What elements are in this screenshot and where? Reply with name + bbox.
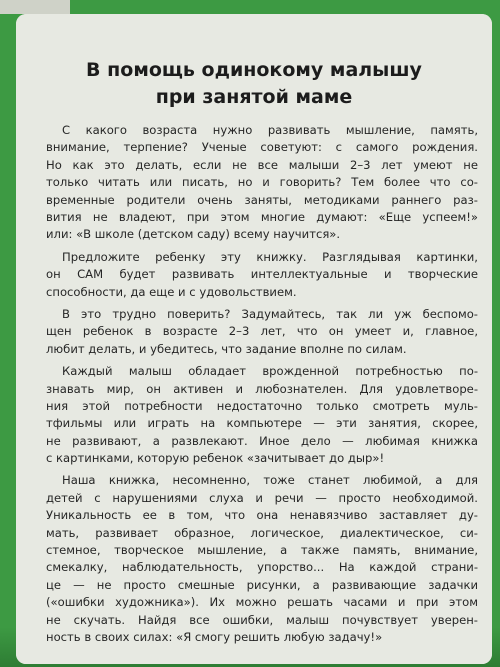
text-line: Предложите ребенку эту книжку. Разглядывая картинки, <box>62 249 478 264</box>
paragraph <box>46 363 478 467</box>
paragraph <box>46 122 478 244</box>
page-title <box>16 57 492 111</box>
text-line: ность в своих силах: «Я смогу решить любую задачу!» <box>46 630 383 644</box>
paragraph <box>46 306 478 358</box>
text-line: Уникальность ее в том, что она ненавязчиво заставляет ду- <box>46 508 478 523</box>
text-line: Наша книжка, несомненно, тоже станет любимой, а для <box>62 473 478 488</box>
paragraph <box>46 472 478 646</box>
text-line: временные родители очень заняты, методиками раннего раз- <box>46 192 478 207</box>
text-line: знавать мир, он активен и любознателен. Для удовлетворе- <box>46 381 478 396</box>
text-line: не скучать. Найдя все ошибки, малыш почувствует уверен- <box>46 612 478 627</box>
text-line: или: «В школе (детском саду) всему научится». <box>46 227 341 242</box>
text-line: детей с нарушениями слуха и речи — просто необходимой. <box>46 490 478 505</box>
title-line-2: при занятой маме <box>155 86 353 108</box>
text-line: внимание, терпение? Ученые советуют: с самого рождения. <box>46 140 478 155</box>
text-line: Но как это делать, если не все малыши 2–3 лет умеют не <box>46 157 478 172</box>
text-line: В это трудно поверить? Задумайтесь, так ли уж беспомо- <box>62 306 478 321</box>
text-line: не развивают, а развлекают. Иное дело — любимая книжка <box>46 433 478 448</box>
text-line: це — не просто смешные рисунки, а развивающие задачки <box>46 577 478 592</box>
text-line: тфильмы или играть на компьютере — эти занятия, скорее, <box>46 416 478 431</box>
text-line: («ошибки художника»). Их можно решать часами и при этом <box>46 595 478 610</box>
text-line: способности, да еще и с удовольствием. <box>46 284 297 299</box>
text-line: ния этой потребности недостаточно только смотреть муль- <box>46 398 478 413</box>
body-text <box>46 122 478 646</box>
text-line: мать, развивает образное, логическое, диалектическое, си- <box>46 525 478 540</box>
book-page <box>16 14 492 664</box>
text-line: только читать или писать, но и говорить? Тем более что со- <box>46 175 478 190</box>
paragraph <box>46 249 478 301</box>
text-line: он САМ будет развивать интеллектуальные и творческие <box>46 267 478 282</box>
text-line: вития не владеют, при этом многие думают: «Еще успеем!» <box>46 209 478 224</box>
text-line: любит делать, и убедитесь, что задание вполне по силам. <box>46 341 407 356</box>
text-line: Каждый малыш обладает врожденной потребностью по- <box>62 364 478 379</box>
text-line: с картинками, которую ребенок «зачитывает до дыр»! <box>46 451 385 466</box>
background-corner <box>0 0 70 14</box>
text-line: стемное, творческое мышление, а также память, внимание, <box>46 543 478 558</box>
title-line-1: В помощь одинокому малышу <box>86 59 422 81</box>
text-line: смекалку, наблюдательность, упорство... На каждой страни- <box>46 560 478 575</box>
text-line: С какого возраста нужно развивать мышление, память, <box>62 123 478 137</box>
text-line: щен ребенок в возрасте 2–3 лет, что он умеет и, главное, <box>46 324 478 339</box>
